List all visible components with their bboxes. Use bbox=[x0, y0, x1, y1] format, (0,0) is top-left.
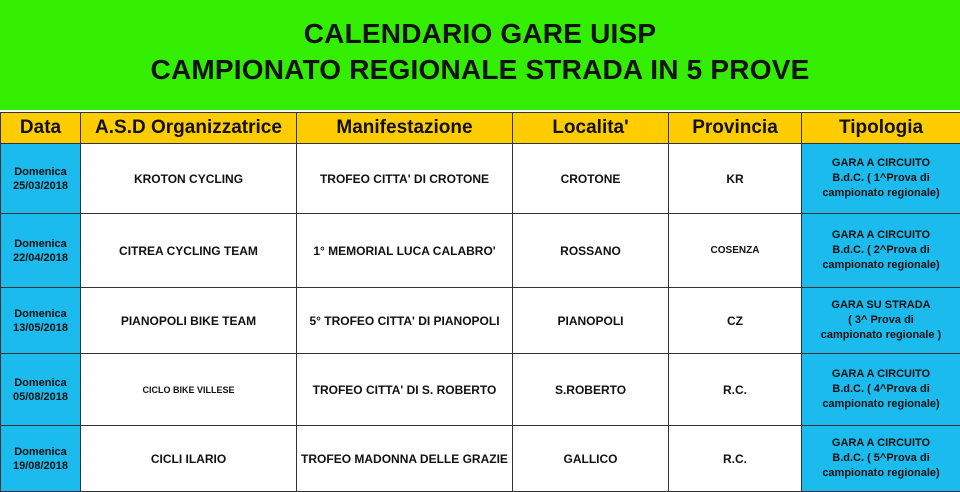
type-line: B.d.C. ( 4^Prova di bbox=[832, 383, 930, 395]
table-row bbox=[1, 426, 960, 492]
column-header-organizer: A.S.D Organizzatrice bbox=[81, 113, 297, 144]
type-line: campionato regionale) bbox=[822, 259, 940, 271]
type-line: campionato regionale) bbox=[822, 187, 940, 199]
table-row bbox=[1, 144, 960, 214]
type-cell bbox=[802, 144, 960, 214]
province-cell: CZ bbox=[669, 288, 802, 354]
province-cell: COSENZA bbox=[669, 214, 802, 288]
type-line: GARA SU STRADA bbox=[831, 299, 931, 311]
type-line: GARA A CIRCUITO bbox=[831, 437, 931, 449]
date-cell bbox=[1, 214, 81, 288]
organizer-cell: CICLO BIKE VILLESE bbox=[81, 354, 297, 426]
type-line: GARA A CIRCUITO bbox=[831, 157, 931, 169]
date-cell bbox=[1, 354, 81, 426]
type-line: campionato regionale) bbox=[822, 467, 940, 479]
title-banner bbox=[0, 0, 960, 110]
type-cell bbox=[802, 354, 960, 426]
type-cell bbox=[802, 426, 960, 492]
province-cell: R.C. bbox=[669, 426, 802, 492]
date-value: 22/04/2018 bbox=[12, 251, 69, 264]
column-header-type: Tipologia bbox=[802, 113, 960, 144]
table-row bbox=[1, 354, 960, 426]
type-line: ( 3^ Prova di bbox=[848, 314, 914, 326]
date-cell bbox=[1, 426, 81, 492]
date-cell bbox=[1, 288, 81, 354]
date-cell bbox=[1, 144, 81, 214]
location-cell: CROTONE bbox=[513, 144, 669, 214]
type-cell bbox=[802, 288, 960, 354]
day-label: Domenica bbox=[14, 376, 67, 389]
type-line: GARA A CIRCUITO bbox=[831, 229, 931, 241]
organizer-cell: CITREA CYCLING TEAM bbox=[81, 214, 297, 288]
event-cell: 5° TROFEO CITTA' DI PIANOPOLI bbox=[297, 288, 513, 354]
type-cell bbox=[802, 214, 960, 288]
province-cell: KR bbox=[669, 144, 802, 214]
date-value: 13/05/2018 bbox=[12, 321, 69, 334]
date-value: 19/08/2018 bbox=[12, 459, 69, 472]
page-title: CALENDARIO GARE UISP bbox=[303, 18, 657, 49]
column-header-location: Localita' bbox=[513, 113, 669, 144]
event-cell: TROFEO CITTA' DI CROTONE bbox=[297, 144, 513, 214]
table-header-row bbox=[1, 113, 960, 144]
event-cell: TROFEO MADONNA DELLE GRAZIE bbox=[297, 426, 513, 492]
table-row bbox=[1, 214, 960, 288]
location-cell: S.ROBERTO bbox=[513, 354, 669, 426]
day-label: Domenica bbox=[14, 165, 67, 178]
type-line: B.d.C. ( 2^Prova di bbox=[832, 244, 930, 256]
location-cell: ROSSANO bbox=[513, 214, 669, 288]
column-header-date: Data bbox=[1, 113, 81, 144]
event-cell: 1° MEMORIAL LUCA CALABRO' bbox=[297, 214, 513, 288]
column-header-event: Manifestazione bbox=[297, 113, 513, 144]
type-line: campionato regionale ) bbox=[820, 329, 942, 341]
type-line: B.d.C. ( 1^Prova di bbox=[832, 172, 930, 184]
type-line: campionato regionale) bbox=[822, 398, 940, 410]
location-cell: PIANOPOLI bbox=[513, 288, 669, 354]
race-calendar-table bbox=[0, 112, 960, 492]
type-line: GARA A CIRCUITO bbox=[831, 368, 931, 380]
province-cell: R.C. bbox=[669, 354, 802, 426]
day-label: Domenica bbox=[14, 307, 67, 320]
location-cell: GALLICO bbox=[513, 426, 669, 492]
organizer-cell: KROTON CYCLING bbox=[81, 144, 297, 214]
date-value: 05/08/2018 bbox=[12, 390, 69, 403]
column-header-province: Provincia bbox=[669, 113, 802, 144]
table-row bbox=[1, 288, 960, 354]
date-value: 25/03/2018 bbox=[12, 179, 69, 192]
organizer-cell: PIANOPOLI BIKE TEAM bbox=[81, 288, 297, 354]
page-subtitle: CAMPIONATO REGIONALE STRADA IN 5 PROVE bbox=[150, 54, 810, 85]
type-line: B.d.C. ( 5^Prova di bbox=[832, 452, 930, 464]
organizer-cell: CICLI ILARIO bbox=[81, 426, 297, 492]
day-label: Domenica bbox=[14, 445, 67, 458]
event-cell: TROFEO CITTA' DI S. ROBERTO bbox=[297, 354, 513, 426]
day-label: Domenica bbox=[14, 237, 67, 250]
